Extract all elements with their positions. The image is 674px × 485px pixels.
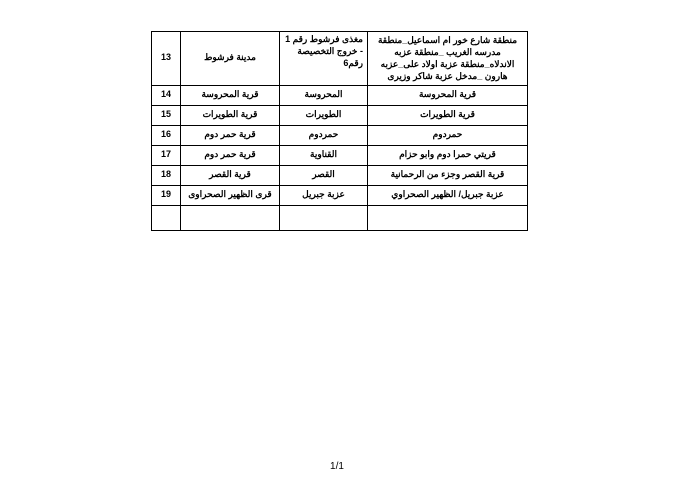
cell-middle: عزبة جبريل (280, 185, 368, 205)
cell-city: قرية المحروسة (181, 85, 280, 105)
cell-number (152, 205, 181, 230)
table-body (152, 32, 528, 231)
cell-description: قرية الطويرات (368, 105, 528, 125)
cell-city: قرية حمر دوم (181, 145, 280, 165)
cell-description: قرية المحروسة (368, 85, 528, 105)
cell-middle (280, 205, 368, 230)
table-row (152, 165, 528, 185)
table-row (152, 85, 528, 105)
cell-middle: حمردوم (280, 125, 368, 145)
cell-description: حمردوم (368, 125, 528, 145)
data-table-container (160, 31, 528, 231)
table-row (152, 185, 528, 205)
cell-description: قريتي حمرا دوم وابو حزام (368, 145, 528, 165)
cell-city: قرية الطويرات (181, 105, 280, 125)
cell-description: قرية القصر وجزء من الرحمانية (368, 165, 528, 185)
cell-middle: القصر (280, 165, 368, 185)
cell-city: قرية القصر (181, 165, 280, 185)
cell-middle: المحروسة (280, 85, 368, 105)
table-row (152, 125, 528, 145)
cell-number: 13 (152, 32, 181, 86)
cell-number: 15 (152, 105, 181, 125)
cell-city: قرى الظهير الصحراوى (181, 185, 280, 205)
cell-middle: الطويرات (280, 105, 368, 125)
cell-number: 19 (152, 185, 181, 205)
table-row (152, 205, 528, 230)
cell-description: منطقة شارع خور ام اسماعيل_منطقة مدرسه الغريب _منطقة عزبه الاندلاه_منطقة عزبة اولاد على_عزبه هارون _مدخل عزبة شاكر وزيرى (368, 32, 528, 86)
cell-city: قرية حمر دوم (181, 125, 280, 145)
cell-description (368, 205, 528, 230)
cell-middle: القناوية (280, 145, 368, 165)
cell-city: مدينة فرشوط (181, 32, 280, 86)
cell-number: 18 (152, 165, 181, 185)
cell-number: 17 (152, 145, 181, 165)
cell-number: 14 (152, 85, 181, 105)
table-row (152, 32, 528, 86)
table-row (152, 145, 528, 165)
cell-number: 16 (152, 125, 181, 145)
cell-middle: مغذى فرشوط رقم 1 - خروج التخصيصة رقم6 (280, 32, 368, 86)
page-indicator: 1/1 (330, 461, 344, 472)
data-table (151, 31, 528, 231)
cell-city (181, 205, 280, 230)
table-row (152, 105, 528, 125)
cell-description: عزبة جبريل/ الظهير الصحراوي (368, 185, 528, 205)
